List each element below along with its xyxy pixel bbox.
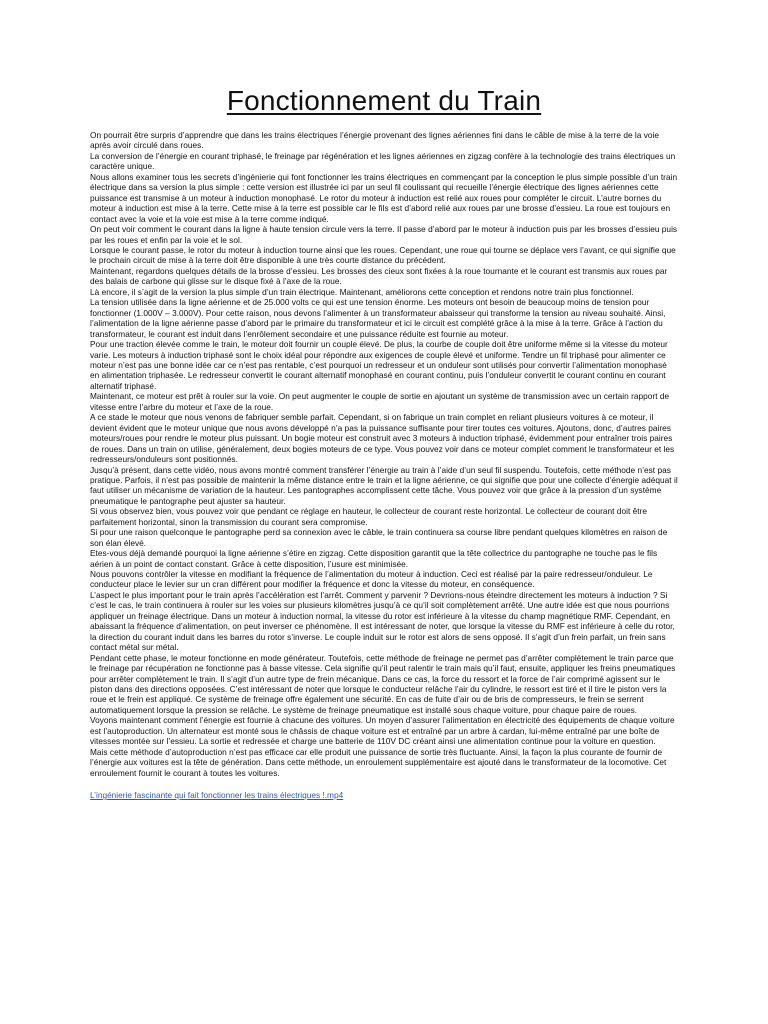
paragraph: Etes-vous déjà demandé pourquoi la ligne aérienne s’étire en zigzag. Cette disposition garantit que la tête collectrice du pantographe ne touche pas le fils aérien à un point de contact constant. Grâce à cette disposition, l’usure est minimisée. xyxy=(90,548,658,569)
paragraph: On pourrait être surpris d’apprendre que dans les trains électriques l’énergie provenant des lignes aériennes fini dans le câble de mise à la terre de la voie après avoir circulé dans roues. xyxy=(90,130,660,151)
paragraph: Nous pouvons contrôler la vitesse en modifiant la fréquence de l’alimentation du moteur à induction. Ceci est réalisé par la paire redresseur/onduleur. Le conducteur place le levier sur un cran différent pour modifier la fréquence et donc la vitesse du moteur, en conséquence. xyxy=(90,569,653,590)
video-link[interactable]: L’ingénierie fascinante qui fait fonctionner les trains électriques !.mp4 xyxy=(90,790,344,801)
paragraph: A ce stade le moteur que nous venons de fabriquer semble parfait. Cependant, si on fabrique un train complet en reliant plusieurs voitures à ce moteur, il devient évident que le moteur unique que nous avons développé n’a pas la puissance suffisante pour tirer toutes ces voitures. Ajoutons, donc, d’autres paires moteurs/roues pour rendre le moteur plus puissant. Un bogie moteur est construit avec 3 moteurs à induction triphasé, évidemment pour entraîner trois paires de roues. Dans un train on utilise, généralement, deux bogies moteurs de ce type. Vous pouvez voir dans ce moteur complet comment le transformateur et les redresseurs/onduleurs sont positionnés. xyxy=(90,412,675,465)
paragraph: Nous allons examiner tous les secrets d’ingénierie qui font fonctionner les trains électriques en commençant par la conception le plus simple possible d’un train électrique dans sa version la plus simple : cette version est illustrée ici par un seul fil coulissant qui recueille l’énergie électrique des lignes aériennes cette puissance est transmise à un moteur à induction monophasé. Le rotor du moteur à induction est relié aux roues pour compléter le circuit. L’autre bornes du moteur à induction est mise à la terre. Cette mise à la terre est possible car le fils est d’abord relié aux roues par une brosse d’essieu. La roue est toujours en contact avec la voie et la voie est mise à la terre comme indiqué. xyxy=(90,171,678,224)
paragraph: La tension utilisée dans la ligne aérienne et de 25.000 volts ce qui est une tension énorme. Les moteurs ont besoin de beaucoup moins de tension pour fonctionner (1.000V – 3.000V). Pour cette raison, nous devons l’alimenter à un transformateur abaisseur qui transforme la tension au niveau souhaité. Ainsi, l’alimentation de la ligne aérienne passe d’abord par le primaire du transformateur et ici le circuit est complété grâce à la mise à la terre. Grâce à l’action du transformateur, le courant est induit dans l’enrôlement secondaire et une puissance réduite est fournie au moteur. xyxy=(90,297,666,339)
paragraph: Maintenant, regardons quelques détails de la brosse d’essieu. Les brosses des cieux sont fixées à la roue tournante et le courant est transmis aux roues par des balais de carbone qui glisse sur le disque fixé à l’axe de la roue. xyxy=(90,265,668,287)
paragraph: Jusqu’à présent, dans cette vidéo, nous avons montré comment transférer l’énergie au train à l’aide d’un seul fil suspendu. Toutefois, cette méthode n’est pas pratique. Parfois, il n’est pas possible de maintenir la même distance entre le train et la ligne aérienne, ce qui signifie que pour une collecte d’énergie adéquat il faut utiliser un mécanisme de variation de la hauteur. Les pantographes accomplissent cette tâche. Vous pouvez voir que grâce à la pression d’un système pneumatique le pantographe peut ajuster sa hauteur. xyxy=(90,464,678,506)
paragraph: On peut voir comment le courant dans la ligne à haute tension circule vers la terre. Il passe d’abord par le moteur à induction puis par les brosses d’essieu puis par les roues et enfin par la voie et le sol. xyxy=(90,224,678,245)
paragraph: L’aspect le plus important pour le train après l’accélération est l’arrêt. Comment y parvenir ? Devrions-nous éteindre directement les moteurs à induction ? Si c’est le cas, le train continuera à rouler sur les voies sur plusieurs kilomètres jusqu’à ce qu’il soit complètement arrêté. Une autre idée est que nous pourrions appliquer un freinage électrique. Dans un moteur à induction normal, la vitesse du rotor est inférieure à la vitesse du champ magnétique RMF. Cependant, en abaissant la fréquence d’alimentation, on peut inverser ce phénomène. Il est intéressant de noter, que lorsque la vitesse du RMF est inférieure à celle du rotor, la direction du courant induit dans les barres du rotor s’inverse. Le couple induit sur le rotor est alors de sens opposé. Il s’agit d’un frein parfait, un frein sans contact métal sur métal. xyxy=(90,589,675,653)
paragraph: Pendant cette phase, le moteur fonctionne en mode générateur. Toutefois, cette méthode de freinage ne permet pas d’arrêter complètement le train parce que le freinage par récupération ne fonctionne pas à basse vitesse. Cela signifie qu’il peut ralentir le train mais qu’il faut, ensuite, appliquer les freins pneumatiques pour arrêter complètement le train. Il s’agit d’un autre type de frein mécanique. Dans ce cas, la force du ressort et la force de l’air comprimé agissent sur le piston dans des directions opposées. C’est intéressant de noter que lorsque le conducteur relâche l’air du cylindre, le ressort est tiré et il tire le piston vers la roue et le frein est appliqué. Ce système de freinage offre également une sécurité. En cas de fuite d’air ou de bris de compresseurs, le frein se serrent automatiquement lorsque la pression se relâche. Le système de freinage pneumatique est installé sous chaque voiture, pour chaque paire de roues. xyxy=(90,652,676,715)
paragraph: Là encore, il s’agit de la version la plus simple d’un train électrique. Maintenant, améliorons cette conception et rendons notre train plus fonctionnel. xyxy=(90,286,634,297)
paragraph: Mais cette méthode d’autoproduction n’est pas efficace car elle produit une puissance de sortie très fluctuante. Ainsi, la façon la plus courante de fournir de l’énergie aux voitures est la tête de génération. Dans cette méthode, un enroulement supplémentaire est ajouté dans le transformateur de la locomotive. Cet enroulement fournit le courant à toutes les voitures. xyxy=(90,746,667,778)
paragraph: Si vous observez bien, vous pouvez voir que pendant ce réglage en hauteur, le collecteur de courant reste horizontal. Le collecteur de courant doit être parfaitement horizontal, sinon la transmission du courant sera compromise. xyxy=(90,506,647,527)
paragraph: Lorsque le courant passe, le rotor du moteur à induction tourne ainsi que les roues. Cependant, une roue qui tourne se déplace vers l’avant, ce qui signifie que le prochain circuit de mise à la terre doit être disponible à une très courte distance du précédent. xyxy=(90,244,676,266)
video-link-line xyxy=(90,790,678,800)
paragraph: Pour une traction élevée comme le train, le moteur doit fournir un couple élevé. De plus, la courbe de couple doit être uniforme même si la vitesse du moteur varie. Les moteurs à induction triphasé sont le choix idéal pour répondre aux exigences de couple élevé et uniforme. Tendre un fil triphasé pour alimenter ce moteur n’est pas une bonne idée car ce n’est pas rentable, c’est pourquoi un redresseur et un onduleur sont utilisés pour convertir l’alimentation monophasé en alimentation triphasée. Le redresseur convertit le courant alternatif monophasé en courant continu, puis l’onduleur convertit le courant continu en courant alternatif triphasé. xyxy=(90,339,668,391)
page-title: Fonctionnement du Train xyxy=(226,85,542,116)
paragraph: La conversion de l’énergie en courant triphasé, le freinage par régénération et les lignes aériennes en zigzag confère à la technologie des trains électriques un caractère unique. xyxy=(90,150,676,172)
paragraph: Maintenant, ce moteur est prêt à rouler sur la voie. On peut augmenter le couple de sortie en ajoutant un système de transmission avec un certain rapport de vitesse entre l’arbre du moteur et l’axe de la roue. xyxy=(90,391,670,412)
paragraph: Si pour une raison quelconque le pantographe perd sa connexion avec le câble, le train continuera sa course libre pendant quelques kilomètres en raison de son élan élevé. xyxy=(90,527,668,548)
paragraph: Voyons maintenant comment l’énergie est fournie à chacune des voitures. Un moyen d’assurer l’alimentation en électricité des équipements de chaque voiture est l’autoproduction. Un alternateur est monté sous le châssis de chaque voiture est et entraîné par un arbre à cardan, lui-même entraîné par une boîte de vitesses montée sur l’essieu. La sortie et redressée et charge une batterie de 110V DC créant ainsi une alimentation continue pour la voiture en question. xyxy=(90,715,675,747)
document-body xyxy=(90,130,678,778)
